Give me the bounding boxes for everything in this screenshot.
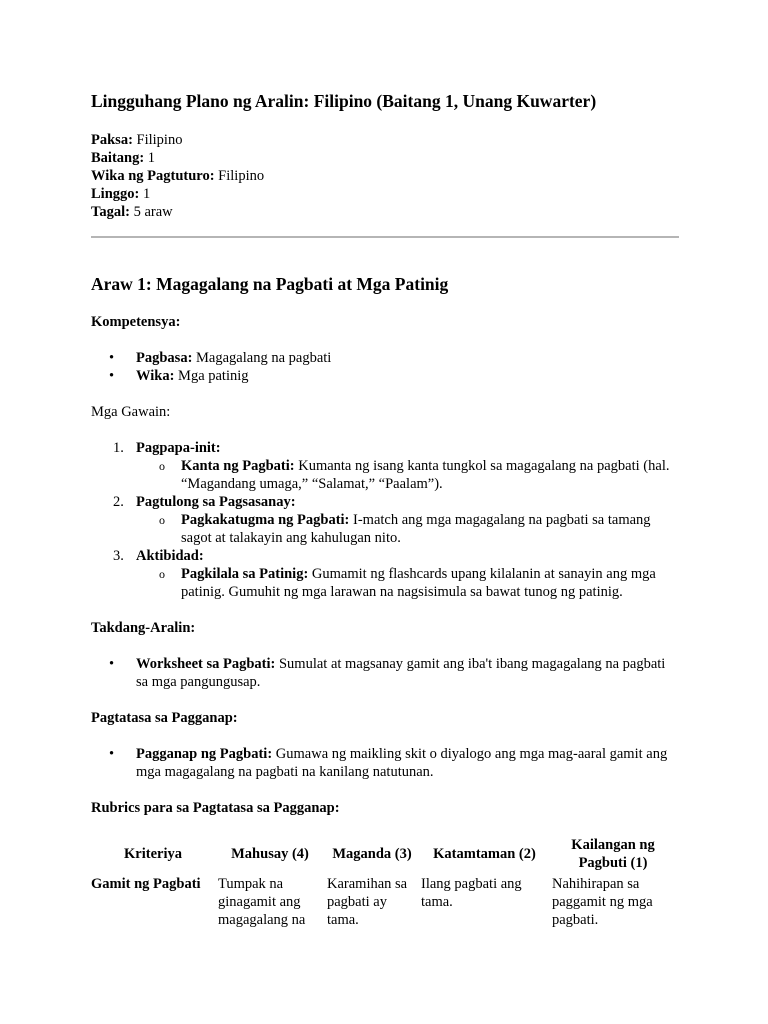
list-item (91, 349, 681, 367)
bullet-icon: • (109, 746, 115, 762)
bullet-icon: • (109, 656, 115, 672)
sub-label: Pagkakatugma ng Pagbati: (181, 512, 350, 528)
column-header: Katamtaman (2) (433, 846, 536, 862)
meta-paksa (91, 131, 264, 149)
table-header-row (91, 836, 676, 872)
meta-info (91, 131, 264, 221)
column-header: Kriteriya (124, 846, 182, 862)
sub-item (91, 565, 681, 601)
kompetensya-list (91, 349, 681, 385)
table-cell: Tumpak na ginagamit ang magagalang na (218, 876, 306, 928)
item-label: Wika: (136, 368, 175, 384)
gawain-label: Mga Gawain: (91, 404, 171, 420)
table-cell: Nahihirapan sa paggamit ng mga pagbati. (552, 876, 653, 928)
table-cell: Gamit ng Pagbati (91, 876, 201, 892)
item-text: Magagalang na pagbati (196, 350, 332, 366)
sub-item (91, 511, 681, 547)
item-label: Pagbasa: (136, 350, 193, 366)
circle-bullet-icon: o (159, 567, 165, 581)
table-cell: Karamihan sa pagbati ay tama. (327, 876, 408, 928)
item-number: 1. (113, 440, 124, 456)
meta-label: Tagal: (91, 204, 130, 220)
bullet-icon: • (109, 368, 115, 384)
circle-bullet-icon: o (159, 459, 165, 473)
item-text: Sumulat at magsanay gamit ang iba't ibang magagalang na pagbati sa mga pangungusap. (136, 656, 666, 690)
document-title: Lingguhang Plano ng Aralin: Filipino (Baitang 1, Unang Kuwarter) (91, 91, 597, 111)
meta-baitang (91, 149, 264, 167)
column-header: Kailangan ng Pagbuti (1) (571, 837, 655, 871)
list-item (91, 367, 681, 385)
meta-wika (91, 167, 264, 185)
item-text: Mga patinig (178, 368, 249, 384)
sub-text: Kumanta ng isang kanta tungkol sa magagalang na pagbati (hal. “Magandang umaga,” “Salamat,” “Paalam”). (181, 458, 670, 492)
item-number: 3. (113, 548, 124, 564)
list-item (91, 493, 681, 511)
meta-label: Wika ng Pagtuturo: (91, 168, 215, 184)
circle-bullet-icon: o (159, 513, 165, 527)
sub-item (91, 457, 681, 493)
item-text: Gumawa ng maikling skit o diyalogo ang mga mag-aaral gamit ang mga magagalang na pagbati na kanilang natutunan. (136, 746, 668, 780)
rubrics-label: Rubrics para sa Pagtatasa sa Pagganap: (91, 800, 340, 816)
list-item (91, 655, 681, 691)
meta-value: 1 (147, 150, 156, 166)
item-label: Pagtulong sa Pagsasanay: (136, 494, 296, 510)
table-cell: Ilang pagbati ang tama. (421, 876, 522, 910)
item-label: Pagganap ng Pagbati: (136, 746, 273, 762)
pagtatasa-label: Pagtatasa sa Pagganap: (91, 710, 238, 726)
day1-heading: Araw 1: Magagalang na Pagbati at Mga Patinig (91, 274, 449, 294)
column-header: Maganda (3) (332, 846, 412, 862)
column-header: Mahusay (4) (231, 846, 309, 862)
takdang-aralin-list (91, 655, 681, 691)
bullet-icon: • (109, 350, 115, 366)
takdang-aralin-label: Takdang-Aralin: (91, 620, 196, 636)
meta-tagal (91, 203, 264, 221)
meta-label: Linggo: (91, 186, 140, 202)
meta-label: Paksa: (91, 132, 133, 148)
item-label: Worksheet sa Pagbati: (136, 656, 276, 672)
rubrics-table (91, 836, 676, 929)
item-number: 2. (113, 494, 124, 510)
sub-label: Pagkilala sa Patinig: (181, 566, 309, 582)
meta-linggo (91, 185, 264, 203)
table-row (91, 872, 676, 929)
item-label: Pagpapa-init: (136, 440, 221, 456)
meta-value: Filipino (218, 168, 265, 184)
kompetensya-label: Kompetensya: (91, 314, 181, 330)
sub-text: I-match ang mga magagalang na pagbati sa tamang sagot at talakayin ang kahulugan nito. (181, 512, 651, 546)
meta-value: Filipino (136, 132, 183, 148)
list-item (91, 439, 681, 457)
meta-value: 5 araw (133, 204, 173, 220)
item-label: Aktibidad: (136, 548, 204, 564)
horizontal-divider (91, 236, 679, 238)
gawain-list (91, 439, 681, 601)
list-item (91, 745, 681, 781)
meta-value: 1 (142, 186, 151, 202)
pagtatasa-list (91, 745, 681, 781)
meta-label: Baitang: (91, 150, 145, 166)
list-item (91, 547, 681, 565)
sub-label: Kanta ng Pagbati: (181, 458, 295, 474)
sub-text: Gumamit ng flashcards upang kilalanin at sanayin ang mga patinig. Gumuhit ng mga larawan na nagsisimula sa bawat tunog ng patinig. (181, 566, 656, 600)
